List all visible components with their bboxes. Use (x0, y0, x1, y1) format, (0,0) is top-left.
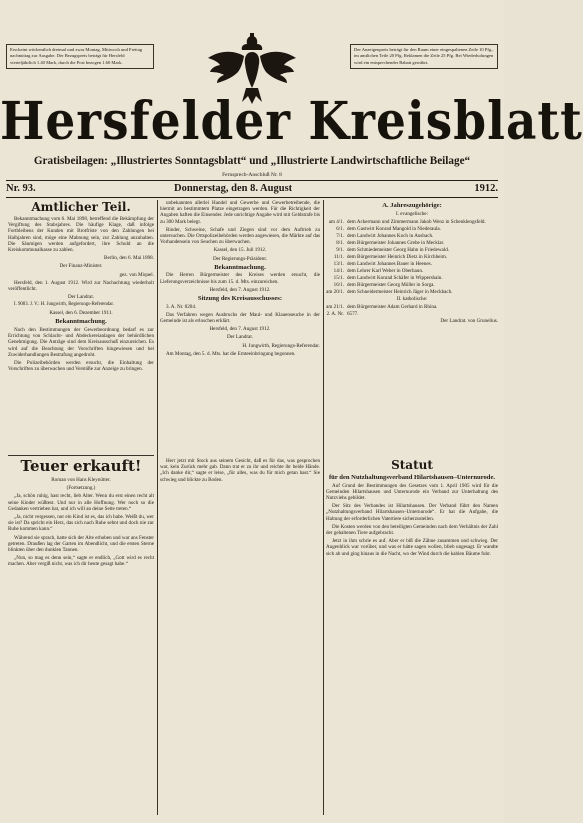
list-item: 6/1. dem Gastwirt Konrad Mangold in Niederaula. (336, 225, 441, 232)
dateline-text: Hersfeld, den 7. August 1912. (209, 286, 271, 293)
anniversary-heading: A. Jahreszugehörige: (382, 202, 442, 209)
masthead (0, 0, 583, 200)
list-item: 14/1. dem Lehrer Karl Weber in Oberhaun. (333, 267, 424, 274)
issue-year: 1912. (474, 183, 498, 194)
article-paragraph: Die Kosten werden von den beteiligten Gemeinden nach dem Verhältnis der Zahl der gehaltenen Tiere aufgebracht. (326, 523, 498, 537)
advertising-box: Der Anzeigenpreis beträgt für den Raum einer eingespaltenen Zeile 10 Pfg., im amtlichen Teile 20 Pfg. Reklamen die Zeile 25 Pfg. Bei Wiederholungen wird ein entsprechender Rabatt gewährt. (350, 44, 498, 69)
article-paragraph: Die Polizeibehörden werden ersucht, die Einhaltung der Vorschriften zu überwachen und Verstöße zur Anzeige zu bringen. (8, 360, 154, 373)
dateline (6, 180, 498, 198)
section-rule (8, 455, 154, 456)
newspaper-subtitle: Gratisbeilagen: „Illustriertes Sonntagsblatt“ und „Illustrierte Landwirtschaftliche Beilage“ (33, 155, 471, 167)
list-item: 15/1. dem Landwirt Konrad Schäfer in Wippershain. (333, 274, 443, 281)
official-heading: Amtlicher Teil. (31, 200, 131, 214)
list-item: 16/1. dem Bürgermeister Georg Möller in Sorga. (333, 281, 435, 288)
novel-byline: Roman von Hans Kleynütter. (51, 477, 111, 483)
signature: Der Landrat. von Grunelius. (440, 318, 498, 324)
signature: Der Regierungs-Präsident. (212, 255, 268, 262)
column-rule (157, 200, 158, 815)
list-item: 2. A. Nr. 6577. (326, 311, 359, 317)
signature: Der Landrat. (67, 294, 95, 301)
list-item: am 20/1. dem Schneidermeister Heinrich Jäger in Meckbach. (326, 288, 453, 295)
serial-novel (8, 458, 154, 818)
list-item: 11/1. dem Bürgermeister Heinrich Dietz in Kirchheim. (333, 253, 448, 260)
list-item: am 21/1. dem Bürgermeister Adam Gerhard in Rhina. (326, 304, 438, 310)
newspaper-title: Hersfelder Kreisblatt (0, 90, 583, 153)
article-paragraph: unbekannten allerlei Handel und Gewerbe und Gewerbetreibende, die hiermit an bestimmtem Platze eingetragen werden. Für die Richtigkeit der Angaben haften die Einsender. Jede unrichtige Angabe wird mit Geldstrafe bis zu 300 Mark belegt. (160, 200, 320, 225)
statute-section (326, 458, 498, 818)
middle-column (160, 200, 320, 452)
novel-paragraph: Während sie sprach, hatte sich der Alte erhoben und war ans Fenster getreten. Draußen lag der Garten im Abendlicht, und die ersten Sterne blinkten über den dunklen Tannen. (8, 534, 154, 554)
column-rule (323, 200, 324, 815)
list-item: am 4/1. dem Ackermann und Zimmermann Jakob Wenz in Schenklengsfeld. (328, 218, 486, 225)
novel-title: Teuer erkauft! (20, 457, 142, 475)
notice-heading: Bekanntmachung. (55, 318, 107, 326)
article-paragraph: Der Sitz des Verbandes ist Hilartshausen. Der Verband führt den Namen „Nutzhaltungsverband Hilartshausen–Unternurode“. Er hat die Aufgabe, die Haltung der erforderlichen Vatertiere sicherzustellen. (326, 503, 498, 522)
issue-date: Donnerstag, den 8. August (174, 183, 293, 194)
anniversary-subheading: I. evangelische: (396, 210, 428, 217)
article-paragraph: 3. A. Nr. 8204. (166, 303, 197, 310)
novel-paragraph: „Ja, nicht vergessen, nur ein Kind ist es, das ich habe. Weißt du, wer sie ist? Da spricht ein Herz, das sich nach Ruhe sehnt und doch nie zur Ruhe kommen kann.“ (8, 514, 154, 533)
list-item: 8/1. dem Bürgermeister Johannes Grebe in Mecklar. (336, 239, 445, 246)
article-paragraph: Das Verfahren wegen Ausbruchs der Maul- und Klauenseuche in der Gemeinde ist als erloschen erklärt. (160, 311, 320, 325)
article-paragraph: Am Montag, den 5. d. Mts. hat die Ernteeinbringung begonnen. (166, 350, 296, 357)
anniversary-list (326, 304, 498, 317)
novel-paragraph: „Ja, schön ruhig, hast recht, lieb Alter. Wenn du erst einen recht alt seine Kinder wüßtest. Und nur in alle Hoffnung. Wer noch so die Gedanken vertrieben hat, und ich will an deine Seite treten.“ (8, 493, 154, 512)
signature: gez. von Miquel. (119, 271, 154, 278)
anniversary-list (326, 219, 498, 295)
novel-paragraph: „Nun, so mag es denn sein,“ sagte er endlich, „Gott wird es recht machen. Aber vergiß nicht, was ich dir heute gesagt habe.“ (8, 555, 154, 568)
novel-paragraph: Jetzt in ihm schrie es auf. Aber er biß die Zähne zusammen und schwieg. Der Augenblick war vorüber, und was er hätte sagen wollen, blieb ungesagt. Er wandte sich ab und ging hinaus in die Nacht, wo der Wind durch die kahlen Bäume fuhr. (326, 538, 498, 557)
issue-number: Nr. 93. (6, 183, 36, 194)
subscription-box: Erscheint wöchentlich dreimal und zwar Montag, Mittwoch und Freitag nachmittag zur Ausgabe. Der Bezugspreis beträgt für Hersfeld vierteljährlich 1.40 Mark, durch die Post bezogen 1.60 Mark. (6, 44, 154, 69)
signature: Der Finanz-Minister. (59, 263, 103, 270)
novel-paragraph: Herr jetzt mit Stock aus seinem Gesicht, daß es für das, was gesprochen war, kein Zurück mehr gab. Dann trat er zu ihr und reichte ihr beide Hände. „Ich danke dir,“ sagte er leise, „für alles, was du für mich getan hast.“ Sie schwieg und blickte zu Boden. (160, 458, 320, 483)
article-paragraph: Auf Grund der Bestimmungen des Gesetzes vom 1. April 1905 wird für die Gemeinden Hilartshausen und Unternurode ein Verband zur Unterhaltung des Nutzviehs gebildet. (326, 482, 498, 501)
dateline-text: Kassel, den 6. Dezember 1911. (49, 310, 113, 317)
list-item: 9/1. dem Schmiedemeister Georg Hahn in Friedewald. (336, 246, 450, 253)
notice-heading: Sitzung des Kreisausschusses: (197, 295, 283, 303)
signature: H. Jungwirth, Regierungs-Referendar. (242, 342, 320, 349)
dateline-text: Kassel, den 15. Juli 1912. (213, 247, 267, 254)
article-paragraph: Hersfeld, den 1. August 1912. Wird zur Nachachtung wiederholt veröffentlicht. (8, 279, 154, 293)
signature: Der Landrat. (226, 334, 254, 341)
signature: I. 9083. J. V.: H. Jungwirth, Regierungs-Referendar. (14, 302, 114, 308)
anniversary-subheading: II. katholische: (396, 295, 428, 302)
notice-heading: Bekanntmachung. (214, 263, 266, 271)
novel-continuation: (Fortsetzung.) (66, 485, 96, 492)
list-item: 7/1. dem Landwirt Johannes Koch in Ausbach. (336, 232, 434, 239)
phone-line: Fernsprech-Anschluß Nr. 8 (222, 172, 282, 178)
dateline-text: Hersfeld, den 7. August 1912. (209, 326, 271, 333)
official-section (8, 200, 154, 452)
list-item: 13/1. dem Landwirt Johannes Bauer in Heenes. (333, 260, 432, 267)
article-paragraph: Die Herren Bürgermeister des Kreises werden ersucht, die Lieferungsverzeichnisse bis zum 15. d. Mts. einzureichen. (160, 272, 320, 285)
signature: Berlin, den 6. Mai 1898. (104, 255, 154, 262)
anniversary-column (326, 200, 498, 452)
article-paragraph: Rinder, Schweine, Schafe und Ziegen sind vor dem Auftrieb zu untersuchen. Die Ortspolizeibehörden werden angewiesen, die Märkte auf das Vorhandensein von Seuchen zu überwachen. (160, 226, 320, 246)
article-paragraph: Nach den Bestimmungen der Gewerbeordnung bedarf es zur Errichtung von Schlacht- und Abdeckereianlagen der behördlichen Genehmigung. Die Anträge sind dem Kreisausschuß einzureichen. Es wird auf die Beachtung der Vorschriften hingewiesen und bei Zuwiderhandlungen Bestrafung angedroht. (8, 327, 154, 358)
statute-subheading: für den Nutzhaltungsverband Hilartshausen–Unternurode. (328, 474, 496, 481)
statute-heading: Statut (391, 458, 433, 472)
serial-novel-continued (160, 458, 320, 818)
article-paragraph: Bekanntmachung vom 6. Mai 1898, betreffend die Bekämpfung der Vergiftung des Stabsjahres. Die häufige Klage, daß infolge Fortbleibens der Kunden mit Brotfriste von den Zahlungen bei Halbjahren sind, möge eine Mahnung sein, zur Zahlung anzuhalten. Die Säumigen werden aufgefordert, ihre Schuld an die Kreiskommunalkasse zu zahlen. (8, 216, 154, 254)
